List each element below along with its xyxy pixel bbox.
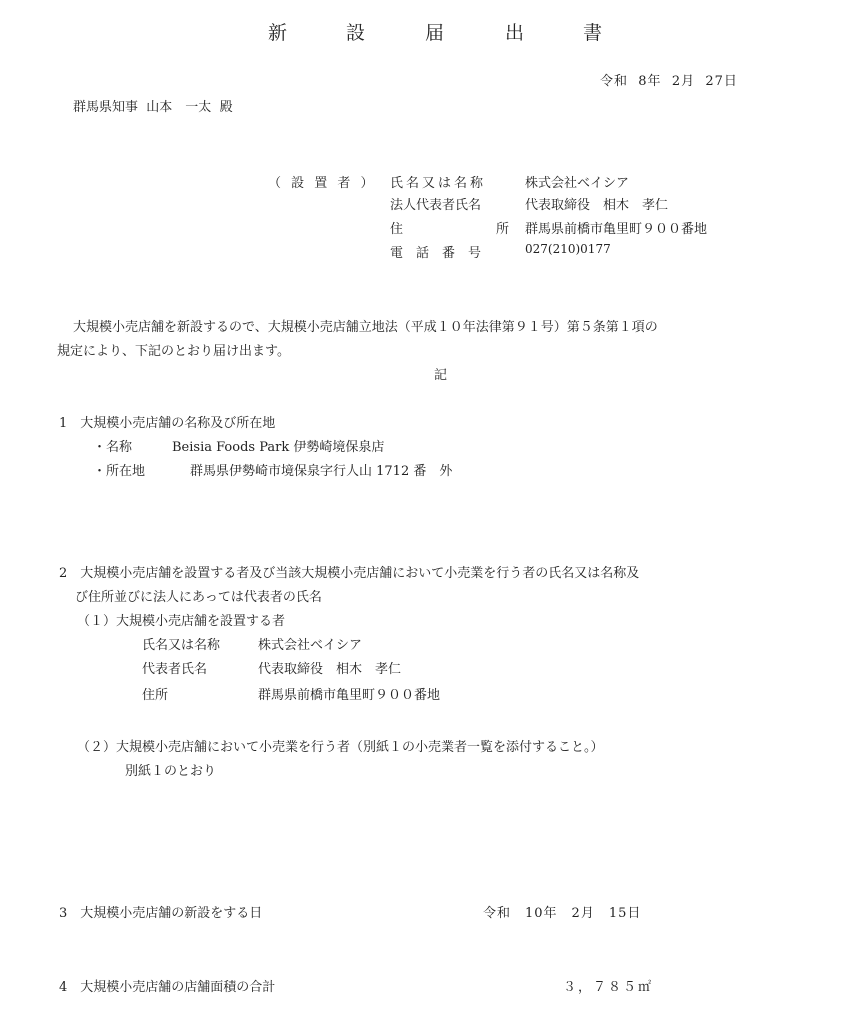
section2-sub1-addr-value: 群馬県前橋市亀里町９００番地 (258, 688, 441, 703)
addressee-honorific: 殿 (219, 100, 233, 115)
addressee-name: 山本 一太 (146, 100, 212, 115)
section4-area: ３，７８５㎡ (563, 980, 654, 995)
section2-sub2-text: 別紙１のとおり (125, 764, 217, 779)
section1-name-label: ・名称 (93, 440, 133, 455)
section2-sub1-rep-label: 代表者氏名 (142, 662, 208, 677)
applicant-tel-value: 027(210)0177 (525, 242, 611, 256)
date-era: 令和 (600, 74, 629, 89)
section2-sub1-rep-value: 代表取締役 相木 孝仁 (258, 662, 402, 677)
applicant-tel-label: 電 話 番 号 (390, 246, 482, 261)
section4-heading: 4 大規模小売店舗の店舗面積の合計 (59, 980, 276, 995)
section2-heading: 2 大規模小売店舗を設置する者及び当該大規模小売店舗において小売業を行う者の氏名又は名称及 (59, 566, 640, 581)
applicant-rep-label: 法人代表者氏名 (390, 198, 482, 213)
title-char: 書 (583, 22, 605, 44)
section3-date: 令和 10年 2月 15日 (483, 906, 642, 921)
section2-sub2-heading: （２）大規模小売店舗において小売業を行う者（別紙１の小売業者一覧を添付すること。） (77, 740, 604, 755)
intro-line: 規定により、下記のとおり届け出ます。 (57, 344, 290, 359)
section3-heading: 3 大規模小売店舗の新設をする日 (59, 906, 263, 921)
date-month: 2月 (671, 74, 696, 89)
addressee (73, 96, 233, 115)
section2-sub1-addr-label: 住所 (142, 688, 169, 703)
title-char: 出 (505, 22, 527, 44)
applicant-role: （ 設 置 者 ） (268, 176, 377, 191)
intro-line: 大規模小売店舗を新設するので、大規模小売店舗立地法（平成１０年法律第９１号）第５条第１項の (73, 320, 658, 335)
date-day: 27日 (705, 74, 738, 89)
applicant-addr-label: 住 (390, 222, 404, 237)
applicant-addr-value: 群馬県前橋市亀里町９００番地 (525, 222, 708, 237)
section1-name-value: Beisia Foods Park 伊勢崎境保泉店 (172, 440, 385, 455)
date-year: 8年 (638, 74, 662, 89)
submission-date (600, 70, 738, 89)
title-char: 新 (268, 22, 290, 44)
section1-location-label: ・所在地 (93, 464, 146, 479)
applicant-rep-value: 代表取締役 相木 孝仁 (525, 198, 669, 213)
section2-sub1-heading: （１）大規模小売店舗を設置する者 (77, 614, 286, 629)
applicant-name-value: 株式会社ベイシア (525, 176, 630, 191)
addressee-office: 群馬県知事 (73, 100, 139, 115)
section1-location-value: 群馬県伊勢崎市境保泉字行人山 1712 番 外 (190, 464, 453, 479)
section1-heading: 1 大規模小売店舗の名称及び所在地 (59, 416, 276, 431)
title-char: 届 (425, 22, 447, 44)
applicant-name-label: 氏名又は名称 (390, 176, 487, 191)
section2-sub1-name-value: 株式会社ベイシア (258, 638, 363, 653)
applicant-addr-label: 所 (496, 222, 510, 237)
section2-sub1-name-label: 氏名又は名称 (142, 638, 221, 653)
section2-heading: び住所並びに法人にあっては代表者の氏名 (75, 590, 322, 605)
title-char: 設 (346, 22, 368, 44)
ki-marker: 記 (434, 368, 448, 383)
